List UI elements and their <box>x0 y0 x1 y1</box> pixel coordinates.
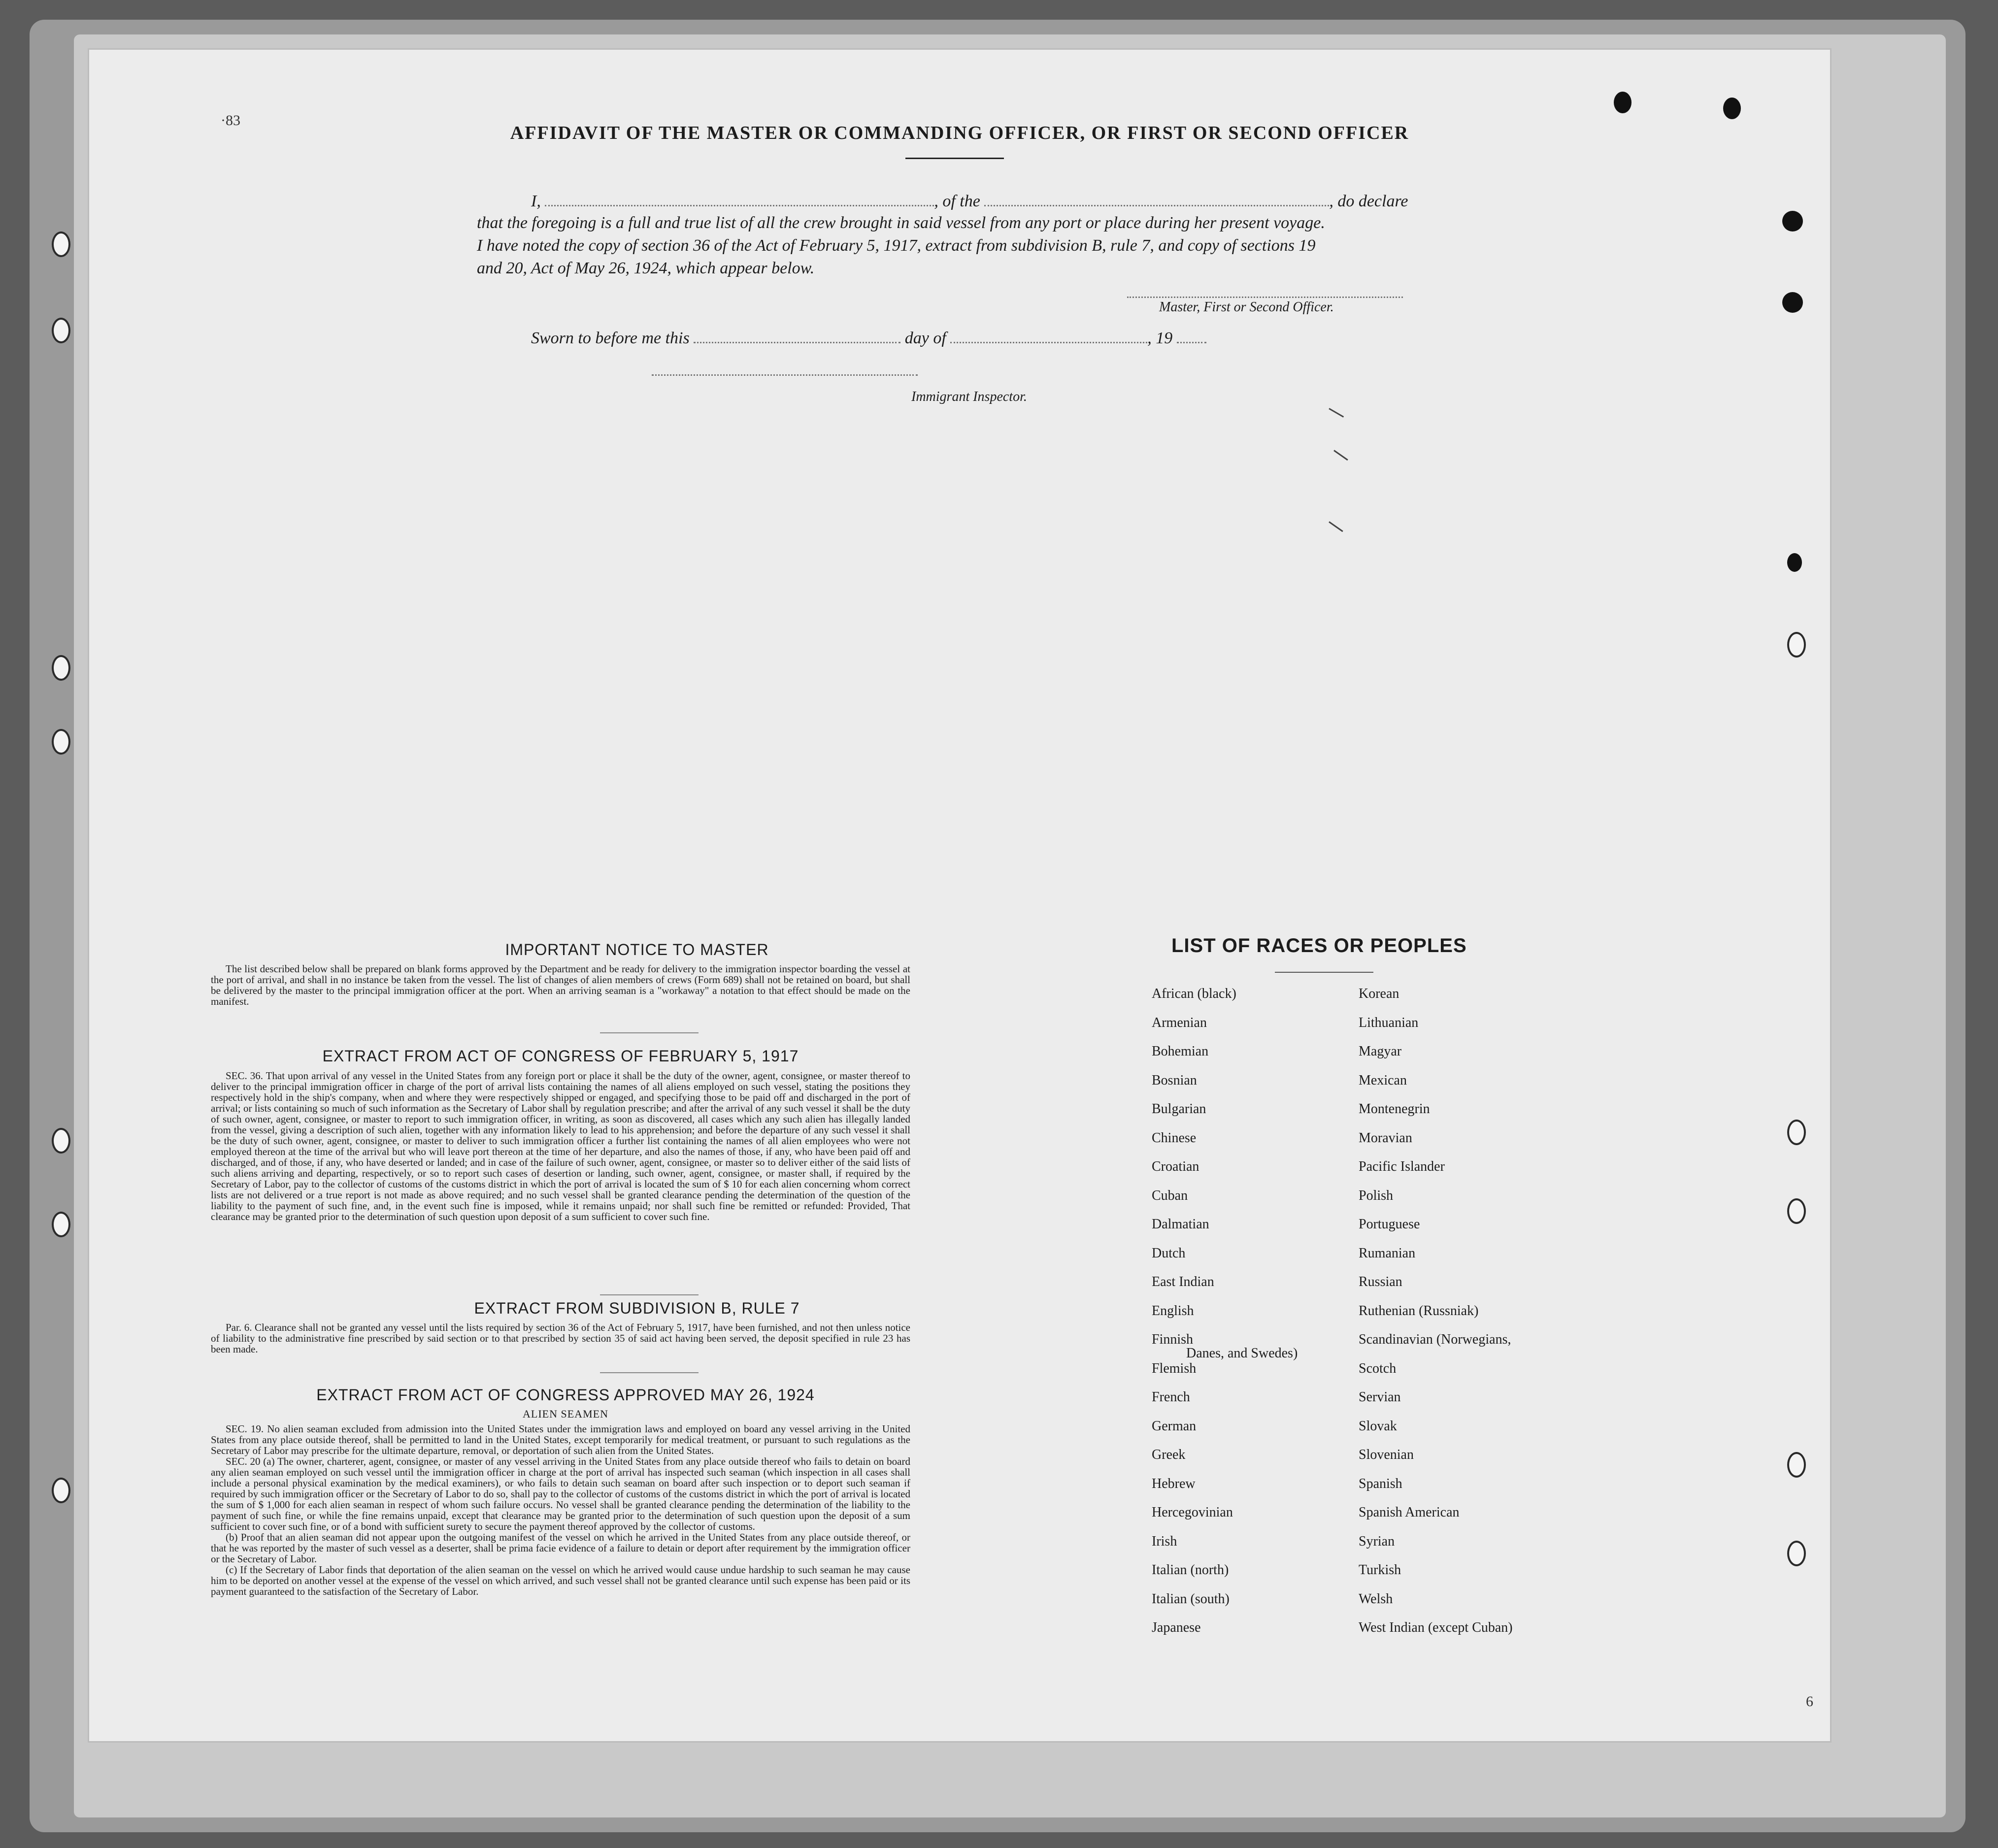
race-item: Cuban <box>1152 1188 1188 1203</box>
race-item: Pacific Islander <box>1359 1159 1445 1174</box>
binder-hole <box>52 1128 70 1154</box>
race-item: French <box>1152 1389 1190 1405</box>
year-blank <box>1177 328 1206 343</box>
race-item: Polish <box>1359 1188 1394 1203</box>
race-item: Servian <box>1359 1389 1401 1405</box>
vessel-blank <box>984 191 1329 206</box>
race-item: Slovak <box>1359 1418 1397 1434</box>
name-blank <box>545 191 934 206</box>
race-item: Dutch <box>1152 1245 1186 1261</box>
affidavit-line-1 <box>531 191 1408 211</box>
notice-body: The list described below shall be prepared on blank forms approved by the Department and be ready for delivery to the immigration inspector boarding the vessel at the port of arrival, and shall in no instance be taken from the vessel. The list of changes of alien members of crews (Form 689) shall not be retained on board, but shall be delivered by the master to the principal immigration officer at the port. When an arriving seaman is a "workaway" a notation to that effect should be made on the manifest. <box>211 963 910 1007</box>
officer-signature-line <box>1127 296 1403 298</box>
inspector-signature-line <box>652 373 918 376</box>
date-blank <box>694 328 900 343</box>
race-item: Italian (north) <box>1152 1562 1229 1578</box>
race-item: Turkish <box>1359 1562 1401 1578</box>
race-item: Korean <box>1359 986 1399 1001</box>
race-item: Bulgarian <box>1152 1101 1206 1117</box>
race-item: Japanese <box>1152 1620 1201 1635</box>
extract-1924-subheading: ALIEN SEAMEN <box>523 1408 608 1420</box>
sworn-mid: day of <box>904 329 946 347</box>
binder-hole <box>1787 1541 1806 1566</box>
race-item: Italian (south) <box>1152 1591 1230 1607</box>
month-blank <box>950 328 1147 343</box>
binder-hole <box>1787 1452 1806 1478</box>
line1-mid: , of the <box>934 192 980 210</box>
race-item: Scandinavian (Norwegians, <box>1359 1332 1511 1347</box>
race-item: Flemish <box>1152 1360 1197 1376</box>
affidavit-line-2: that the foregoing is a full and true list of all the crew brought in said vessel from any port or place during her present voyage. <box>477 214 1325 232</box>
binder-hole <box>52 729 70 755</box>
race-item: Chinese <box>1152 1130 1197 1146</box>
punch-hole <box>1723 98 1741 119</box>
race-item: Magyar <box>1359 1044 1402 1059</box>
section-divider <box>600 1032 699 1033</box>
race-item: Greek <box>1152 1447 1186 1462</box>
affidavit-line-3: I have noted the copy of section 36 of the Act of February 5, 1917, extract from subdivision B, rule 7, and copy of sections 19 <box>477 236 1316 255</box>
binder-hole <box>1787 1120 1806 1145</box>
race-item: Slovenian <box>1359 1447 1414 1462</box>
race-item: Finnish <box>1152 1332 1194 1347</box>
sec-20c: (c) If the Secretary of Labor finds that deportation of the alien seaman on the vessel on which he arrived would cause undue hardship to such seaman he may cause him to be deported on another vessel at the expense of the vessel on which arrived, and such vessel shall not be granted clearance until such expense has been paid or its payment guaranteed to the satisfaction of the Secretary of Labor. <box>211 1564 910 1597</box>
race-item: Hebrew <box>1152 1476 1196 1491</box>
corner-mark: ·83 <box>221 112 240 129</box>
race-item: English <box>1152 1303 1194 1319</box>
binder-hole <box>52 655 70 681</box>
extract-1924-heading: EXTRACT FROM ACT OF CONGRESS APPROVED MAY 26, 1924 <box>316 1386 815 1404</box>
punch-hole <box>1782 211 1803 231</box>
binder-hole <box>52 318 70 343</box>
race-item: Montenegrin <box>1359 1101 1430 1117</box>
notice-heading: IMPORTANT NOTICE TO MASTER <box>505 941 769 958</box>
inspector-caption: Immigrant Inspector. <box>911 389 1027 404</box>
race-item: Hercegovinian <box>1152 1505 1233 1520</box>
race-item: West Indian (except Cuban) <box>1359 1620 1513 1635</box>
line1-end: , do declare <box>1329 192 1408 210</box>
rule-7-heading: EXTRACT FROM SUBDIVISION B, RULE 7 <box>474 1299 800 1317</box>
race-item: Rumanian <box>1359 1245 1416 1261</box>
punch-hole <box>1614 92 1632 113</box>
stray-mark <box>1329 521 1343 532</box>
race-item: Spanish <box>1359 1476 1402 1491</box>
document-page <box>88 48 1832 1743</box>
stray-mark <box>1329 408 1344 418</box>
race-item: Syrian <box>1359 1533 1395 1549</box>
sec-19: SEC. 19. No alien seaman excluded from admission into the United States under the immigration laws and employed on board any vessel arriving in the United States from any place outside thereof, shall be permitted to land in the United States, except temporarily for medical treatment, or pursuant to such regulations as the Secretary of Labor may prescribe for the ultimate departure, removal, or deportation of such alien from the United States. <box>211 1423 910 1456</box>
race-item: German <box>1152 1418 1197 1434</box>
race-item: African (black) <box>1152 986 1236 1001</box>
race-item: Spanish American <box>1359 1505 1460 1520</box>
affidavit-line-4: and 20, Act of May 26, 1924, which appear below. <box>477 259 815 277</box>
sec-20b: (b) Proof that an alien seaman did not appear upon the outgoing manifest of the vessel on which he arrived in the United States from any place outside thereof, or that he was reported by the master of such vessel as a deserter, shall be prima facie evidence of a failure to detain or deport after requirement by the immigration officer or the Secretary of Labor. <box>211 1531 910 1565</box>
races-title: LIST OF RACES OR PEOPLES <box>1171 935 1467 957</box>
binder-hole <box>52 1478 70 1503</box>
race-item: Ruthenian (Russniak) <box>1359 1303 1479 1319</box>
race-item: Irish <box>1152 1533 1177 1549</box>
race-item: Croatian <box>1152 1159 1199 1174</box>
section-divider <box>600 1372 699 1373</box>
binder-hole <box>52 231 70 257</box>
sworn-year: , 19 <box>1147 329 1173 347</box>
extract-1917-heading: EXTRACT FROM ACT OF CONGRESS OF FEBRUARY 5, 1917 <box>322 1047 799 1065</box>
race-item: Portuguese <box>1359 1217 1420 1232</box>
notice-text <box>211 963 910 1007</box>
line1-start: I, <box>531 192 541 210</box>
affidavit-title: AFFIDAVIT OF THE MASTER OR COMMANDING OFFICER, OR FIRST OR SECOND OFFICER <box>510 123 1409 143</box>
officer-caption: Master, First or Second Officer. <box>1159 299 1334 315</box>
binder-hole <box>52 1212 70 1237</box>
extract-1917-body: SEC. 36. That upon arrival of any vessel in the United States from any foreign port or place it shall be the duty of the owner, agent, consignee, or master thereof to deliver to the principal immigration officer in charge of the port of arrival lists containing the names of all aliens employed on such vessel, stating the positions they respectively hold in the ship's company, when and where they were respectively shipped or engaged, and specifying those to be paid off and discharged in the port of arrival; or lists containing so much of such information as the Secretary of Labor shall by regulation prescribe; and after the arrival of any such vessel it shall be the duty of such owner, agent, consignee, or master to report to such immigration officer, in writing, as soon as discovered, all cases which any such alien has illegally landed from the vessel, giving a description of such alien, together with any information likely to lead to his apprehension; and before the departure of any such vessel it shall be the duty of such owner, agent, consignee, or master to deliver to such immigration officer a further list containing the names of all alien employees who were not employed thereon at the time of the arrival but who will leave port thereon at the time of her departure, and also the names of those, if any, who have been paid off and discharged, and of those, if any, who have deserted or landed; and in case of the failure of such owner, agent, consignee, or master so to deliver either of the said lists of such aliens arriving and departing, respectively, or so to report such cases of desertion or landing, such owner, agent, consignee, or master shall, if required by the Secretary of Labor, pay to the collector of customs of the customs district in which the port of arrival is located the sum of $ 10 for each alien concerning whom correct lists are not delivered or a true report is not made as above required; and no such vessel shall be granted clearance pending the determination of the question of the liability to the payment of such fine, and, in the event such fine is imposed, while it remains unpaid; nor shall such fine be remitted or refunded: Provided, That clearance may be granted prior to the determination of such question upon deposit of a sum sufficient to cover such fine. <box>211 1070 910 1222</box>
race-item: Lithuanian <box>1359 1015 1419 1030</box>
race-item: Moravian <box>1359 1130 1412 1146</box>
page-number-mark: 6 <box>1806 1693 1813 1710</box>
section-divider <box>600 1294 699 1295</box>
binder-hole <box>1787 632 1806 658</box>
binder-hole <box>1787 1198 1806 1224</box>
rule-7-text <box>211 1322 910 1354</box>
race-item: Bosnian <box>1152 1072 1197 1088</box>
race-item: Danes, and Swedes) <box>1186 1346 1298 1361</box>
sworn-line <box>531 328 1206 348</box>
races-title-underline <box>1275 972 1373 973</box>
sworn-start: Sworn to before me this <box>531 329 690 347</box>
extract-1924-text <box>211 1423 910 1597</box>
race-item: Mexican <box>1359 1072 1407 1088</box>
stray-mark <box>1333 450 1348 461</box>
sec-20a: SEC. 20 (a) The owner, charterer, agent, consignee, or master of any vessel arriving in the United States from any place outside thereof who fails to detain on board any alien seaman employed on such vessel until the immigration officer in charge at the port of arrival has inspected such seaman (which inspection in all cases shall include a personal physical examination by the medical examiners), or who fails to detain such seaman on board after such inspection or to deport such seaman if required by such immigration officer or the Secretary of Labor to do so, shall pay to the collector of customs of the customs district in which the port of arrival is located the sum of $ 1,000 for each alien seaman in respect of whom such failure occurs. No vessel shall be granted clearance pending the determination of the liability to the payment of such fine, or while the fine remains unpaid, except that clearance may be granted prior to the determination of such question upon the deposit of a sum sufficient to cover such fine, or of a bond with sufficient surety to secure the payment thereof approved by the collector of customs. <box>211 1455 910 1532</box>
race-item: Dalmatian <box>1152 1217 1209 1232</box>
race-item: Russian <box>1359 1274 1402 1289</box>
race-item: Armenian <box>1152 1015 1207 1030</box>
race-item: Welsh <box>1359 1591 1393 1607</box>
race-item: East Indian <box>1152 1274 1214 1289</box>
race-item: Bohemian <box>1152 1044 1209 1059</box>
race-item: Scotch <box>1359 1360 1397 1376</box>
title-underline <box>905 158 1004 159</box>
punch-hole <box>1782 292 1803 313</box>
rule-7-body: Par. 6. Clearance shall not be granted any vessel until the lists required by section 36 of the Act of February 5, 1917, have been furnished, and not then unless notice of liability to the administrative fine prescribed by said section or to that prescribed by section 35 of said act having been served, the deposit specified in rule 23 has been made. <box>211 1321 910 1355</box>
punch-hole <box>1787 553 1802 572</box>
extract-1917-text <box>211 1070 910 1222</box>
